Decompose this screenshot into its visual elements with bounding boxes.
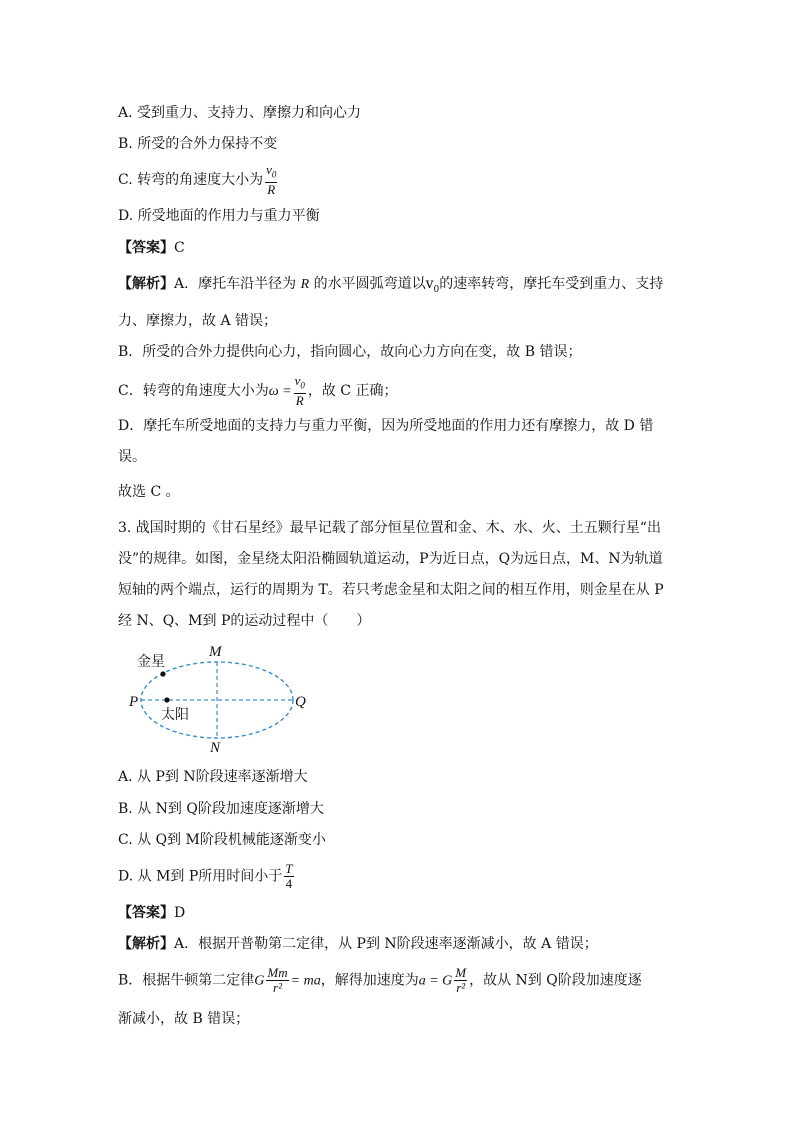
- text: ，故从 N到 Q阶段加速度逐: [469, 972, 642, 989]
- fraction-denominator: r²: [266, 980, 288, 995]
- q3-option-d-fraction: [284, 862, 293, 891]
- q3-stem-line3: 短轴的两个端点，运行的周期为 T。若只考虑金星和太阳之间的相互作用，则金星在从 P: [118, 582, 664, 598]
- text: B．根据牛顿第二定律: [118, 972, 255, 989]
- answer-tag: 【答案】: [118, 905, 174, 921]
- q3-answer: [118, 903, 185, 923]
- symbol-r: R: [300, 277, 310, 292]
- label-sun: 太阳: [161, 707, 189, 723]
- fraction-denominator: r²: [456, 980, 466, 995]
- fraction-numerator: T: [285, 861, 293, 876]
- q2-analysis-c-fraction: [294, 374, 306, 408]
- q3-analysis-a: [118, 934, 598, 954]
- text: 的速率转弯，摩托车受到重力、支持: [439, 276, 664, 292]
- fraction-numerator: v: [266, 162, 272, 177]
- q3-analysis-b-line2: 渐减小，故 B 错误；: [118, 1011, 250, 1027]
- q2-analysis-a-line1: [118, 274, 663, 300]
- q2-answer: [118, 238, 185, 258]
- omega-symbol: ω =: [268, 383, 292, 399]
- label-n: N: [210, 740, 221, 756]
- q3-stem-line1: 3. 战国时期的《甘石星经》最早记载了部分恒星位置和金、木、水、火、土五颗行星“出: [118, 520, 661, 536]
- fraction-denominator: 4: [285, 876, 293, 891]
- label-m: M: [209, 644, 222, 660]
- q2-analysis-a-line2: 力、摩擦力，故 A 错误；: [118, 313, 278, 329]
- q3-option-c: C. 从 Q到 M阶段机械能逐渐变小: [118, 832, 326, 848]
- fraction-subscript: 0: [300, 380, 305, 391]
- q2-analysis-c: [118, 374, 397, 408]
- label-venus: 金星: [137, 654, 165, 670]
- q3-analysis-b-line1: [118, 966, 642, 995]
- q3-analysis-b-fraction2: [454, 966, 467, 995]
- q2-option-c-text: C. 转弯的角速度大小为: [118, 171, 264, 188]
- equation-lhs: a = G: [418, 973, 453, 989]
- q3-option-b: B. 从 N到 Q阶段加速度逐渐增大: [118, 801, 324, 817]
- fraction-numerator: M: [455, 965, 467, 980]
- answer-tag: 【答案】: [118, 240, 174, 256]
- text: C．转弯的角速度大小为: [118, 382, 269, 399]
- text: ，解得加速度为: [320, 972, 419, 989]
- q3-stem-line2: 没”的规律。如图，金星绕太阳沿椭圆轨道运动，P为近日点，Q为远日点，M、N为轨道: [118, 551, 663, 567]
- text: 的水平圆弧弯道以v: [313, 276, 434, 292]
- q3-analysis-b-fraction1: [266, 966, 288, 995]
- q2-option-c: [118, 163, 279, 197]
- fraction-numerator: Mm: [267, 965, 288, 980]
- equation-rhs: = ma: [290, 973, 321, 989]
- q2-analysis-d-line1: D．摩托车所受地面的支持力与重力平衡，因为所受地面的作用力还有摩擦力，故 D 错: [118, 418, 654, 434]
- label-q: Q: [295, 694, 306, 710]
- q2-analysis-b: B．所受的合外力提供向心力，指向圆心，故向心力方向在变，故 B 错误；: [118, 344, 582, 360]
- analysis-tag: 【解析】: [118, 936, 174, 952]
- text: ，故 C 正确；: [307, 382, 398, 399]
- q2-option-c-fraction: [265, 163, 277, 197]
- subscript: 0: [433, 284, 440, 295]
- text: A．摩托车沿半径为: [174, 276, 297, 292]
- analysis-tag: 【解析】: [118, 276, 174, 292]
- q2-option-a: A. 受到重力、支持力、摩擦力和向心力: [118, 105, 362, 121]
- q2-analysis-d-line2: 误。: [118, 449, 146, 465]
- q2-conclusion: 故选 C 。: [118, 484, 180, 500]
- q2-option-d: D. 所受地面的作用力与重力平衡: [118, 208, 320, 224]
- symbol-g: G: [254, 973, 265, 989]
- answer-value: C: [174, 240, 185, 256]
- q3-option-a: A. 从 P到 N阶段速率逐渐增大: [118, 769, 308, 785]
- orbit-diagram: [125, 640, 325, 760]
- fraction-subscript: 0: [271, 169, 277, 180]
- answer-value: D: [174, 905, 186, 921]
- text: D. 从 M到 P所用时间小于: [118, 868, 283, 885]
- label-p: P: [129, 694, 139, 710]
- q3-option-d: [118, 862, 296, 891]
- text: A．根据开普勒第二定律，从 P到 N阶段速率逐渐减小，故 A 错误；: [174, 936, 598, 952]
- q2-option-b: B. 所受的合外力保持不变: [118, 136, 278, 152]
- sun-dot: [164, 697, 169, 702]
- fraction-numerator: v: [294, 373, 301, 388]
- q3-stem-line4: 经 N、Q、M到 P的运动过程中（ ）: [118, 613, 371, 629]
- fraction-denominator: R: [294, 393, 306, 408]
- fraction-denominator: R: [265, 182, 277, 197]
- venus-dot: [160, 671, 165, 676]
